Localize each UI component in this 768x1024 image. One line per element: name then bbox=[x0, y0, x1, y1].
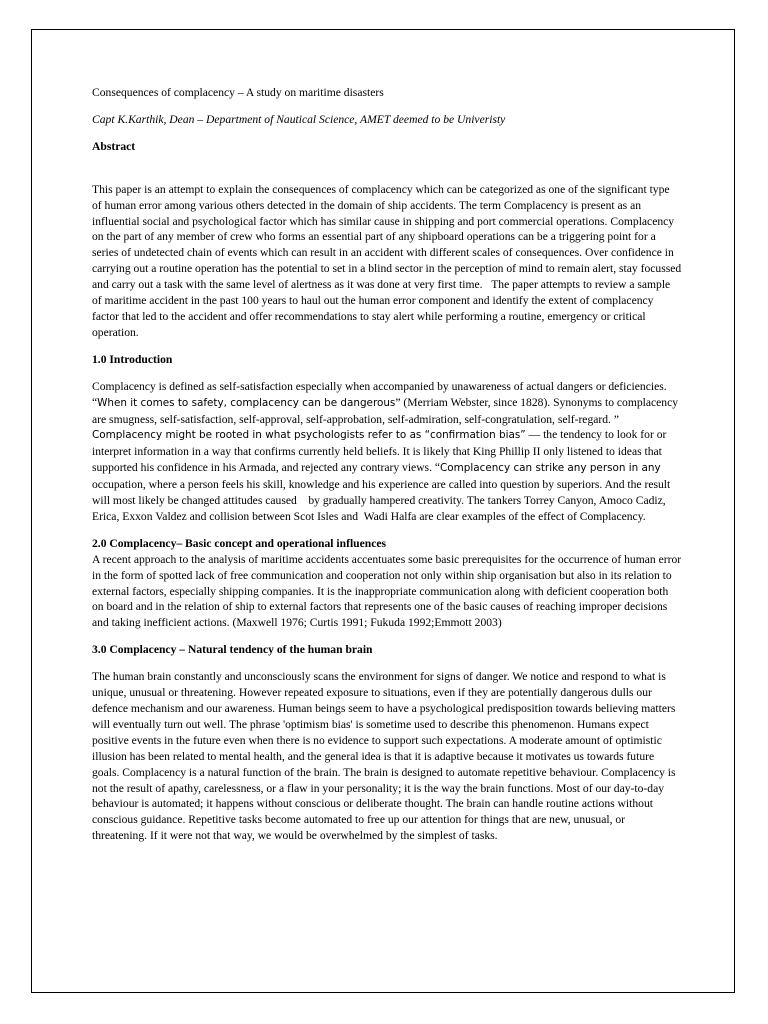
abstract-text: This paper is an attempt to explain the consequences of complacency which can be categorized as one of the significant type of human error among various others detected in the domain of ship accidents. The term Complacency is present as an influential social and psychological factor which has similar cause in shipping and port commercial operations. Complacency on the part of any member of crew who forms an essential part of any shipboard operations can be a triggering point for a series of undetected chain of events which can result in an accident with different scales of consequences. Over confidence in carrying out a routine operation has the potential to set in a blind sector in the perception of mind to remain alert, stay focussed and carry out a task with the same level of alertness as it was done at very first time. The paper attempts to review a sample of maritime accident in the past 100 years to haul out the human error component and identify the extent of complacency factor that led to the accident and offer recommendations to stay alert while performing a routine, emergency or critical operation. bbox=[92, 182, 682, 339]
introduction-text bbox=[92, 379, 682, 525]
document-body bbox=[92, 85, 682, 855]
intro-text-part-3: — the tendency to look for or interpret information in a way that confirms currently held beliefs. It is likely that King Phillip II only listened to ideas that supported his confidence in his Armada, and rejected any contrary views. “ bbox=[92, 428, 667, 475]
intro-quote-3: Complacency can strike any person in any bbox=[440, 462, 661, 475]
intro-text-part-2: ” (Merriam Webster, since 1828). Synonyms to complacency are smugness, self-satisfaction, self-approval, self-approbation, self-admiration, self-congratulation, self-regard. ” bbox=[92, 395, 679, 426]
introduction-heading: 1.0 Introduction bbox=[92, 352, 173, 366]
paper-title: Consequences of complacency – A study on maritime disasters bbox=[92, 86, 384, 99]
section-2-text: A recent approach to the analysis of maritime accidents accentuates some basic prerequisites for the occurrence of human error in the form of spotted lack of free communication and cooperation not only within ship organisation but also in its relation to external factors, especially shipping companies. It is the inappropriate communication along with deficient cooperation both on board and in the relation of ship to external factors that represents one of the basic causes of reaching improper decisions and taking inefficient actions. (Maxwell 1976; Curtis 1991; Fukuda 1992;Emmott 2003) bbox=[92, 552, 682, 630]
section-3-heading: 3.0 Complacency – Natural tendency of the human brain bbox=[92, 643, 373, 657]
section-2-heading: 2.0 Complacency– Basic concept and operational influences bbox=[92, 536, 387, 550]
author-line: Capt K.Karthik, Dean – Department of Nautical Science, AMET deemed to be Univeristy bbox=[92, 112, 506, 126]
intro-quote-2: Complacency might be rooted in what psychologists refer to as “confirmation bias” bbox=[92, 429, 526, 442]
intro-text-part-4: occupation, where a person feels his skill, knowledge and his experience are called into question by superiors. And the result will most likely be changed attitudes caused by gradually hampered creativity. The tankers Torrey Canyon, Amoco Cadiz, Erica, Exxon Valdez and collision between Scot Isles and Wadi Halfa are clear examples of the effect of Complacency. bbox=[92, 478, 671, 523]
section-3-text: The human brain constantly and unconsciously scans the environment for signs of danger. We notice and respond to what is unique, unusual or threatening. However repeated exposure to situations, even if they are potentially dangerous dulls our defence mechanism and our awareness. Human beings seem to have a psychological predisposition towards believing matters will eventually turn out well. The phrase 'optimism bias' is sometime used to describe this phenomenon. Humans expect positive events in the future even when there is no evidence to support such expectations. A moderate amount of optimistic illusion has been related to mental health, and the general idea is that it is adaptive because it motivates us towards future goals. Complacency is a natural function of the brain. The brain is designed to automate repetitive behaviour. Complacency is not the result of apathy, carelessness, or a flaw in your personality; it is the way the brain functions. Most of our day-to-day behaviour is automated; it happens without conscious or deliberate thought. The brain can handle routine actions without conscious guidance. Repetitive tasks become automated to free up our attention for things that are new, unusual, or threatening. If it were not that way, we would be overwhelmed by the simplest of tasks. bbox=[92, 670, 676, 843]
intro-quote-1: When it comes to safety, complacency can be dangerous bbox=[97, 396, 396, 409]
intro-text-part-1: Complacency is defined as self-satisfaction especially when accompanied by unawareness of actual dangers or deficiencies. “ bbox=[92, 379, 667, 409]
abstract-heading: Abstract bbox=[92, 139, 136, 153]
